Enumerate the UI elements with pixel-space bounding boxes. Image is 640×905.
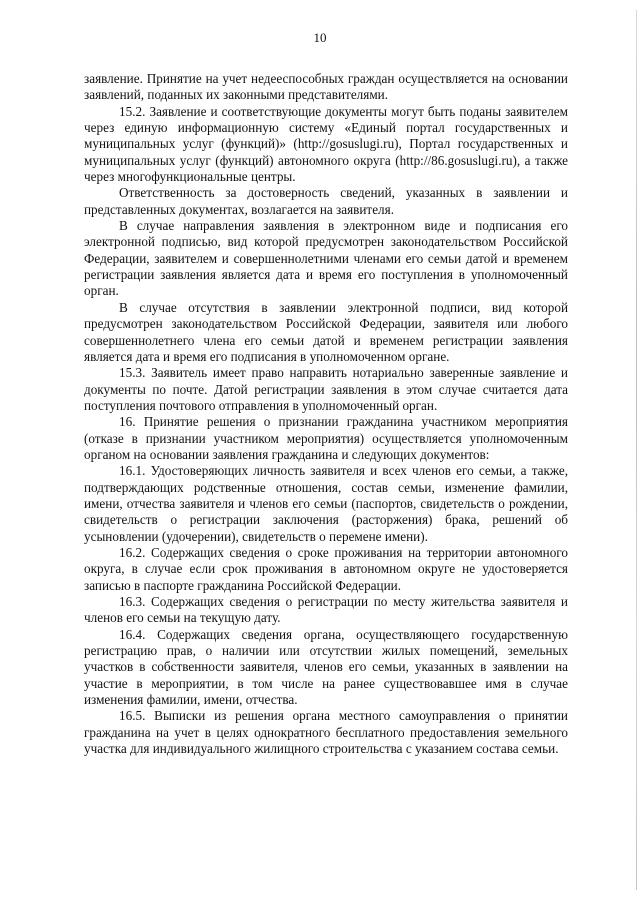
paragraph-15-3: 15.3. Заявитель имеет право направить нотариально заверенные заявление и документы по почте. Датой регистрации заявления в этом случае считается дата поступления почтового отправления в уполномоченный орган.: [84, 365, 568, 413]
paragraph-16-2: 16.2. Содержащих сведения о сроке проживания на территории автономного округа, в случае если срок проживания в автономном округе не удостоверяется записью в паспорте гражданина Российской Федерации.: [84, 544, 568, 593]
paragraph-no-signature: В случае отсутствия в заявлении электронной подписи, вид которой предусмотрен законодательством Российской Федерации, заявителя или любого совершеннолетнего члена его семьи датой и временем регистрации заявления является дата и время его подписания в уполномоченном органе.: [84, 299, 568, 364]
scan-edge-line: [636, 10, 637, 890]
paragraph-16-5: 16.5. Выписки из решения органа местного самоуправления о принятии гражданина на учет в целях однократного бесплатного предоставления земельного участка для индивидуального жилищного строительства с указанием состава семьи.: [84, 708, 568, 757]
paragraph-15-2: 15.2. Заявление и соответствующие документы могут быть поданы заявителем через единую информационную систему «Единый портал государственных и муниципальных услуг (функций)» (http://gosuslugi.ru), Портал государственных и муниципальных услуг (функций) автономного округа (http://86.gosuslugi.ru), а также через многофункциональные центры.: [84, 103, 568, 185]
paragraph-16-4: 16.4. Содержащих сведения органа, осуществляющего государственную регистрацию прав, о наличии или отсутствии жилых помещений, земельных участков в собственности заявителя, членов его семьи, указанных в заявлении на участие в мероприятии, в том числе на ранее существовавшее имя в случае изменения фамилии, имени, отчества.: [84, 626, 568, 708]
paragraph-16-1: 16.1. Удостоверяющих личность заявителя и всех членов его семьи, а также, подтверждающих родственные отношения, состав семьи, изменение фамилии, имени, отчества заявителя и членов его семьи (паспортов, свидетельств о рождении, свидетельств о регистрации заключения (расторжения) брака, решений об усыновлении (удочерении), свидетельств о перемене имени).: [84, 463, 568, 544]
page-number: 10: [313, 30, 327, 45]
paragraph-continuation: заявление. Принятие на учет недееспособных граждан осуществляется на основании заявлений, поданных их законными представителями.: [84, 71, 568, 103]
paragraph-responsibility: Ответственность за достоверность сведений, указанных в заявлении и представленных документах, возлагается на заявителя.: [84, 185, 568, 217]
paragraph-16: 16. Принятие решения о признании гражданина участником мероприятия (отказе в признании участником мероприятия) осуществляется уполномоченным органом на основании заявления гражданина и следующих документов:: [84, 414, 568, 462]
paragraph-electronic-signature: В случае направления заявления в электронном виде и подписания его электронной подписью, вид которой предусмотрен законодательством Российской Федерации, заявителем и совершеннолетними членами его семьи датой и временем регистрации заявления является дата и время его поступления в уполномоченный орган.: [84, 218, 568, 299]
document-body: [84, 71, 568, 757]
paragraph-16-3: 16.3. Содержащих сведения о регистрации по месту жительства заявителя и членов его семьи на текущую дату.: [84, 594, 568, 626]
